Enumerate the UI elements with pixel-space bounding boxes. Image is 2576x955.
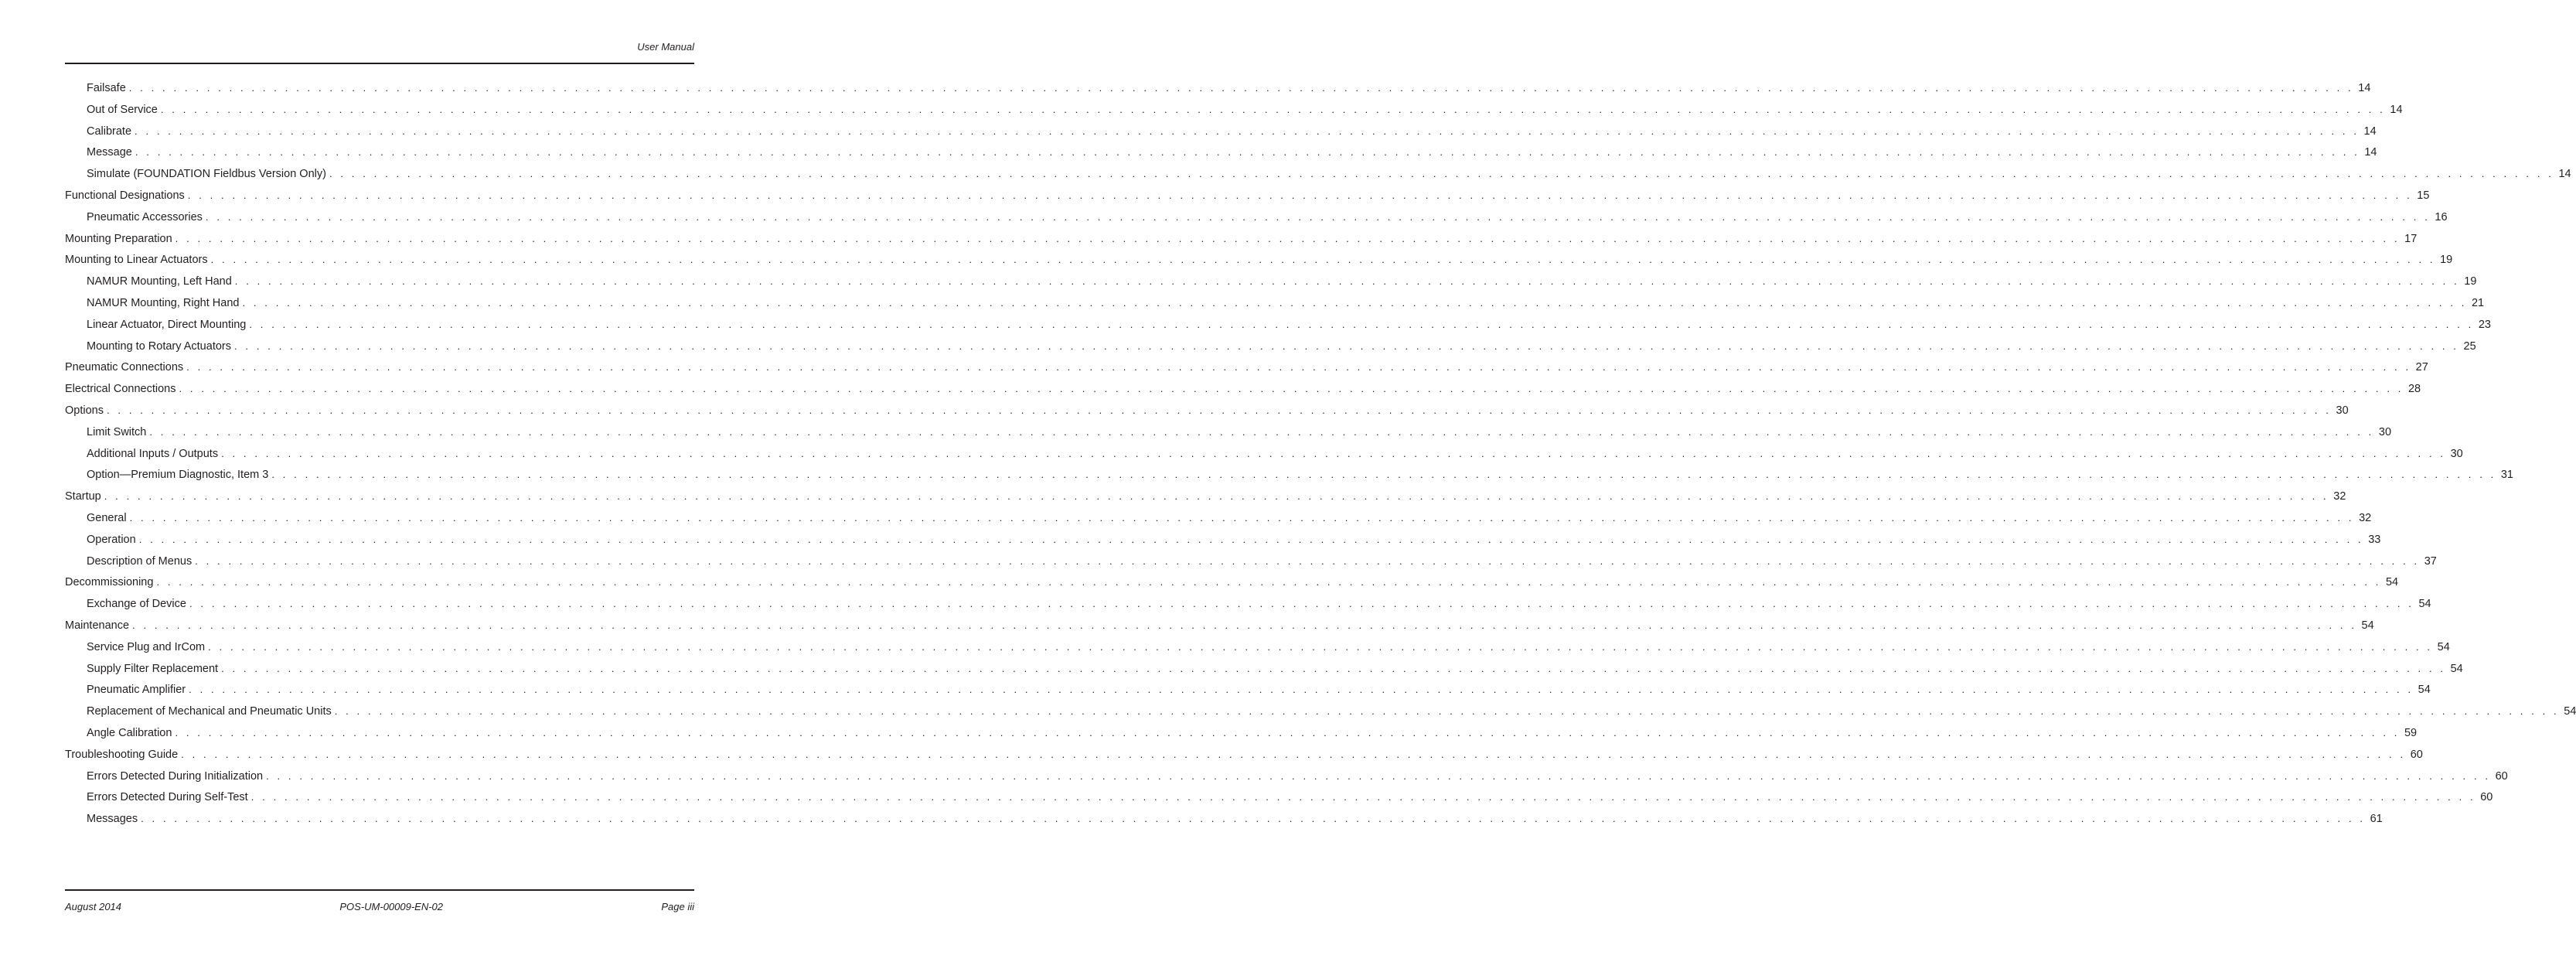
toc-dot-leader: . . . . . . . . . . . . . . . . . . . . . . . . . . . . . . . . . . . . . . . . . . . . . . . . . . . . . . . . . . . . . . . . . . . . . . . . . . . . . . . . . . . . . . . . . . . . . . . . . . . . . . . . . . . . . . . . . . . . . . . . . . . . . . . . . . . . . . . . . . . . . . . . . . . . . . . . . . . . . . . . . . . . . . . . . . . . . . . . . . . . . . . . . . . . . . . . . . . . . . . . xyxy=(179,383,2404,395)
toc-dot-leader: . . . . . . . . . . . . . . . . . . . . . . . . . . . . . . . . . . . . . . . . . . . . . . . . . . . . . . . . . . . . . . . . . . . . . . . . . . . . . . . . . . . . . . . . . . . . . . . . . . . . . . . . . . . . . . . . . . . . . . . . . . . . . . . . . . . . . . . . . . . . . . . . . . . . . . . . . . . . . . . . . . . . . . . . . . . . . . . . . . . . . . . . . . . . . . . . . . . . . . . . xyxy=(149,425,2374,438)
toc-dot-leader: . . . . . . . . . . . . . . . . . . . . . . . . . . . . . . . . . . . . . . . . . . . . . . . . . . . . . . . . . . . . . . . . . . . . . . . . . . . . . . . . . . . . . . . . . . . . . . . . . . . . . . . . . . . . . . . . . . . . . . . . . . . . . . . . . . . . . . . . . . . . . . . . . . . . . . . . . . . . . . . . . . . . . . . . . . . . . . . . . . . . . . . . . . . . . . . . . . . . . . . . xyxy=(234,339,2459,352)
toc-entry[interactable] xyxy=(65,704,2576,719)
toc-dot-leader: . . . . . . . . . . . . . . . . . . . . . . . . . . . . . . . . . . . . . . . . . . . . . . . . . . . . . . . . . . . . . . . . . . . . . . . . . . . . . . . . . . . . . . . . . . . . . . . . . . . . . . . . . . . . . . . . . . . . . . . . . . . . . . . . . . . . . . . . . . . . . . . . . . . . . . . . . . . . . . . . . . . . . . . . . . . . . . . . . . . . . . . . . . . . . . . . . . . . . . . . xyxy=(221,662,2446,674)
toc-page-number: 37 xyxy=(2424,554,2437,568)
toc-entry[interactable] xyxy=(65,403,2349,418)
toc-entry-title: General xyxy=(87,511,127,524)
toc-entry-title: Limit Switch xyxy=(87,425,147,438)
toc-entry[interactable] xyxy=(65,596,2431,612)
toc-dot-leader: . . . . . . . . . . . . . . . . . . . . . . . . . . . . . . . . . . . . . . . . . . . . . . . . . . . . . . . . . . . . . . . . . . . . . . . . . . . . . . . . . . . . . . . . . . . . . . . . . . . . . . . . . . . . . . . . . . . . . . . . . . . . . . . . . . . . . . . . . . . . . . . . . . . . . . . . . . . . . . . . . . . . . . . . . . . . . . . . . . . . . . . . . . . . . . . . . . . . . . . . xyxy=(128,82,2354,94)
toc-page-number: 60 xyxy=(2410,748,2423,761)
toc-entry-title: Functional Designations xyxy=(65,189,185,202)
toc-entry-title: Service Plug and IrCom xyxy=(87,640,206,653)
toc-page-number: 54 xyxy=(2437,640,2450,653)
toc-entry-title: Maintenance xyxy=(65,619,130,632)
toc-entry-title: Errors Detected During Initialization xyxy=(87,769,264,783)
toc-page-number: 14 xyxy=(2358,82,2371,94)
toc-dot-leader: . . . . . . . . . . . . . . . . . . . . . . . . . . . . . . . . . . . . . . . . . . . . . . . . . . . . . . . . . . . . . . . . . . . . . . . . . . . . . . . . . . . . . . . . . . . . . . . . . . . . . . . . . . . . . . . . . . . . . . . . . . . . . . . . . . . . . . . . . . . . . . . . . . . . . . . . . . . . . . . . . . . . . . . . . . . . . . . . . . . . . . . . . . . . . . . . . . . . . . . . xyxy=(141,813,2366,825)
toc-page-number: 16 xyxy=(2435,210,2448,223)
toc-entry[interactable] xyxy=(65,145,2377,160)
toc-dot-leader: . . . . . . . . . . . . . . . . . . . . . . . . . . . . . . . . . . . . . . . . . . . . . . . . . . . . . . . . . . . . . . . . . . . . . . . . . . . . . . . . . . . . . . . . . . . . . . . . . . . . . . . . . . . . . . . . . . . . . . . . . . . . . . . . . . . . . . . . . . . . . . . . . . . . . . . . . . . . . . . . . . . . . . . . . . . . . . . . . . . . . . . . . . . . . . . . . . . . . . . . xyxy=(221,447,2446,459)
toc-dot-leader: . . . . . . . . . . . . . . . . . . . . . . . . . . . . . . . . . . . . . . . . . . . . . . . . . . . . . . . . . . . . . . . . . . . . . . . . . . . . . . . . . . . . . . . . . . . . . . . . . . . . . . . . . . . . . . . . . . . . . . . . . . . . . . . . . . . . . . . . . . . . . . . . . . . . . . . . . . . . . . . . . . . . . . . . . . . . . . . . . . . . . . . . . . . . . . . . . . . . . . . . xyxy=(181,748,2406,760)
toc-entry[interactable] xyxy=(65,339,2476,354)
toc-page-number: 30 xyxy=(2450,447,2463,460)
footer-date: August 2014 xyxy=(65,901,122,912)
toc-page-number: 15 xyxy=(2417,189,2430,202)
toc-entry-title: Mounting Preparation xyxy=(65,232,172,245)
toc-entry-title: Errors Detected During Self-Test xyxy=(87,791,248,804)
toc-dot-leader: . . . . . . . . . . . . . . . . . . . . . . . . . . . . . . . . . . . . . . . . . . . . . . . . . . . . . . . . . . . . . . . . . . . . . . . . . . . . . . . . . . . . . . . . . . . . . . . . . . . . . . . . . . . . . . . . . . . . . . . . . . . . . . . . . . . . . . . . . . . . . . . . . . . . . . . . . . . . . . . . . . . . . . . . . . . . . . . . . . . . . . . . . . . . . . . . . . . . . . . . xyxy=(250,791,2476,803)
running-header-title: User Manual xyxy=(637,41,694,53)
toc-page-number: 14 xyxy=(2390,103,2403,116)
toc-dot-leader: . . . . . . . . . . . . . . . . . . . . . . . . . . . . . . . . . . . . . . . . . . . . . . . . . . . . . . . . . . . . . . . . . . . . . . . . . . . . . . . . . . . . . . . . . . . . . . . . . . . . . . . . . . . . . . . . . . . . . . . . . . . . . . . . . . . . . . . . . . . . . . . . . . . . . . . . . . . . . . . . . . . . . . . . . . . . . . . . . . . . . . . . . . . . . . . . . . . . . . . . xyxy=(271,469,2496,481)
toc-entry[interactable] xyxy=(65,532,2381,547)
toc-dot-leader: . . . . . . . . . . . . . . . . . . . . . . . . . . . . . . . . . . . . . . . . . . . . . . . . . . . . . . . . . . . . . . . . . . . . . . . . . . . . . . . . . . . . . . . . . . . . . . . . . . . . . . . . . . . . . . . . . . . . . . . . . . . . . . . . . . . . . . . . . . . . . . . . . . . . . . . . . . . . . . . . . . . . . . . . . . . . . . . . . . . . . . . . . . . . . . . . . . . . . . . . xyxy=(266,769,2491,782)
toc-entry[interactable] xyxy=(65,640,2450,655)
toc-page-number: 33 xyxy=(2368,533,2381,546)
toc-page-number: 25 xyxy=(2463,339,2476,353)
toc-entry[interactable] xyxy=(65,747,2423,762)
toc-dot-leader: . . . . . . . . . . . . . . . . . . . . . . . . . . . . . . . . . . . . . . . . . . . . . . . . . . . . . . . . . . . . . . . . . . . . . . . . . . . . . . . . . . . . . . . . . . . . . . . . . . . . . . . . . . . . . . . . . . . . . . . . . . . . . . . . . . . . . . . . . . . . . . . . . . . . . . . . . . . . . . . . . . . . . . . . . . . . . . . . . . . . . . . . . . . . . . . . . . . . . . . . xyxy=(135,146,2360,159)
toc-entry-title: Messages xyxy=(87,813,138,826)
toc-entry-title: Angle Calibration xyxy=(87,726,172,739)
toc-dot-leader: . . . . . . . . . . . . . . . . . . . . . . . . . . . . . . . . . . . . . . . . . . . . . . . . . . . . . . . . . . . . . . . . . . . . . . . . . . . . . . . . . . . . . . . . . . . . . . . . . . . . . . . . . . . . . . . . . . . . . . . . . . . . . . . . . . . . . . . . . . . . . . . . . . . . . . . . . . . . . . . . . . . . . . . . . . . . . . . . . . . . . . . . . . . . . . . . . . . . . . . . xyxy=(205,210,2431,223)
toc-entry[interactable] xyxy=(65,725,2418,741)
toc-dot-leader: . . . . . . . . . . . . . . . . . . . . . . . . . . . . . . . . . . . . . . . . . . . . . . . . . . . . . . . . . . . . . . . . . . . . . . . . . . . . . . . . . . . . . . . . . . . . . . . . . . . . . . . . . . . . . . . . . . . . . . . . . . . . . . . . . . . . . . . . . . . . . . . . . . . . . . . . . . . . . . . . . . . . . . . . . . . . . . . . . . . . . . . . . . . . . . . . . . . . . . . . xyxy=(160,103,2386,115)
toc-entry[interactable] xyxy=(65,575,2399,590)
toc-entry-title: Pneumatic Connections xyxy=(65,361,184,374)
toc-entry[interactable] xyxy=(65,231,2418,247)
toc-page-number: 30 xyxy=(2378,425,2392,438)
toc-dot-leader: . . . . . . . . . . . . . . . . . . . . . . . . . . . . . . . . . . . . . . . . . . . . . . . . . . . . . . . . . . . . . . . . . . . . . . . . . . . . . . . . . . . . . . . . . . . . . . . . . . . . . . . . . . . . . . . . . . . . . . . . . . . . . . . . . . . . . . . . . . . . . . . . . . . . . . . . . . . . . . . . . . . . . . . . . . . . . . . . . . . . . . . . . . . . . . . . . . . . . . . . xyxy=(329,168,2554,180)
toc-page-number: 32 xyxy=(2333,490,2346,503)
toc-entry[interactable] xyxy=(65,682,2431,697)
toc-dot-leader: . . . . . . . . . . . . . . . . . . . . . . . . . . . . . . . . . . . . . . . . . . . . . . . . . . . . . . . . . . . . . . . . . . . . . . . . . . . . . . . . . . . . . . . . . . . . . . . . . . . . . . . . . . . . . . . . . . . . . . . . . . . . . . . . . . . . . . . . . . . . . . . . . . . . . . . . . . . . . . . . . . . . . . . . . . . . . . . . . . . . . . . . . . . . . . . . . . . . . . . . xyxy=(187,189,2413,201)
toc-entry-title: Calibrate xyxy=(87,124,132,138)
toc-entry[interactable] xyxy=(65,360,2428,375)
toc-entry[interactable] xyxy=(65,252,2453,268)
toc-page-number: 31 xyxy=(2500,469,2513,482)
toc-entry-title: Pneumatic Accessories xyxy=(87,210,203,223)
toc-page-number: 14 xyxy=(2558,168,2571,181)
header-rule xyxy=(65,63,694,64)
toc-dot-leader: . . . . . . . . . . . . . . . . . . . . . . . . . . . . . . . . . . . . . . . . . . . . . . . . . . . . . . . . . . . . . . . . . . . . . . . . . . . . . . . . . . . . . . . . . . . . . . . . . . . . . . . . . . . . . . . . . . . . . . . . . . . . . . . . . . . . . . . . . . . . . . . . . . . . . . . . . . . . . . . . . . . . . . . . . . . . . . . . . . . . . . . . . . . . . . . . . . . . . . . . xyxy=(175,232,2401,244)
toc-dot-leader: . . . . . . . . . . . . . . . . . . . . . . . . . . . . . . . . . . . . . . . . . . . . . . . . . . . . . . . . . . . . . . . . . . . . . . . . . . . . . . . . . . . . . . . . . . . . . . . . . . . . . . . . . . . . . . . . . . . . . . . . . . . . . . . . . . . . . . . . . . . . . . . . . . . . . . . . . . . . . . . . . . . . . . . . . . . . . . . . . . . . . . . . . . . . . . . . . . . . . . . . xyxy=(129,511,2355,524)
toc-page-number: 54 xyxy=(2450,662,2463,675)
table-of-contents xyxy=(65,80,2576,833)
toc-dot-leader: . . . . . . . . . . . . . . . . . . . . . . . . . . . . . . . . . . . . . . . . . . . . . . . . . . . . . . . . . . . . . . . . . . . . . . . . . . . . . . . . . . . . . . . . . . . . . . . . . . . . . . . . . . . . . . . . . . . . . . . . . . . . . . . . . . . . . . . . . . . . . . . . . . . . . . . . . . . . . . . . . . . . . . . . . . . . . . . . . . . . . . . . . . . . . . . . . . . . . . . . xyxy=(135,124,2360,137)
toc-entry-title: Mounting to Rotary Actuators xyxy=(87,339,231,353)
toc-dot-leader: . . . . . . . . . . . . . . . . . . . . . . . . . . . . . . . . . . . . . . . . . . . . . . . . . . . . . . . . . . . . . . . . . . . . . . . . . . . . . . . . . . . . . . . . . . . . . . . . . . . . . . . . . . . . . . . . . . . . . . . . . . . . . . . . . . . . . . . . . . . . . . . . . . . . . . . . . . . . . . . . . . . . . . . . . . . . . . . . . . . . . . . . . . . . . . . . . . . . . . . . xyxy=(242,296,2467,309)
footer-rule xyxy=(65,889,694,891)
toc-entry-title: Options xyxy=(65,404,104,417)
toc-dot-leader: . . . . . . . . . . . . . . . . . . . . . . . . . . . . . . . . . . . . . . . . . . . . . . . . . . . . . . . . . . . . . . . . . . . . . . . . . . . . . . . . . . . . . . . . . . . . . . . . . . . . . . . . . . . . . . . . . . . . . . . . . . . . . . . . . . . . . . . . . . . . . . . . . . . . . . . . . . . . . . . . . . . . . . . . . . . . . . . . . . . . . . . . . . . . . . . . . . . . . . . . xyxy=(208,640,2433,653)
toc-entry[interactable] xyxy=(65,210,2448,225)
toc-entry-title: Operation xyxy=(87,533,136,546)
toc-entry-title: Option—Premium Diagnostic, Item 3 xyxy=(87,469,269,482)
toc-entry-title: Replacement of Mechanical and Pneumatic Units xyxy=(87,705,332,718)
toc-dot-leader: . . . . . . . . . . . . . . . . . . . . . . . . . . . . . . . . . . . . . . . . . . . . . . . . . . . . . . . . . . . . . . . . . . . . . . . . . . . . . . . . . . . . . . . . . . . . . . . . . . . . . . . . . . . . . . . . . . . . . . . . . . . . . . . . . . . . . . . . . . . . . . . . . . . . . . . . . . . . . . . . . . . . . . . . . . . . . . . . . . . . . . . . . . . . . . . . . . . . . . . . xyxy=(186,361,2411,373)
toc-entry-title: Decommissioning xyxy=(65,576,154,589)
toc-entry-title: Mounting to Linear Actuators xyxy=(65,254,208,267)
toc-page-number: 60 xyxy=(2495,769,2508,783)
toc-entry-title: Additional Inputs / Outputs xyxy=(87,447,219,460)
toc-page-number: 19 xyxy=(2464,275,2477,288)
toc-entry[interactable] xyxy=(65,618,2374,633)
toc-entry-title: Pneumatic Amplifier xyxy=(87,684,186,697)
toc-dot-leader: . . . . . . . . . . . . . . . . . . . . . . . . . . . . . . . . . . . . . . . . . . . . . . . . . . . . . . . . . . . . . . . . . . . . . . . . . . . . . . . . . . . . . . . . . . . . . . . . . . . . . . . . . . . . . . . . . . . . . . . . . . . . . . . . . . . . . . . . . . . . . . . . . . . . . . . . . . . . . . . . . . . . . . . . . . . . . . . . . . . . . . . . . . . . . . . . . . . . . . . . xyxy=(189,684,2414,696)
toc-page-number: 59 xyxy=(2404,726,2418,739)
toc-entry-title: Electrical Connections xyxy=(65,383,176,396)
toc-entry[interactable] xyxy=(65,554,2437,569)
toc-entry-title: Startup xyxy=(65,490,101,503)
toc-entry[interactable] xyxy=(65,489,2346,504)
footer-page-number: Page iii xyxy=(661,901,694,912)
toc-entry[interactable] xyxy=(65,80,2371,96)
toc-page-number: 17 xyxy=(2404,232,2418,245)
toc-entry[interactable] xyxy=(65,790,2493,805)
toc-dot-leader: . . . . . . . . . . . . . . . . . . . . . . . . . . . . . . . . . . . . . . . . . . . . . . . . . . . . . . . . . . . . . . . . . . . . . . . . . . . . . . . . . . . . . . . . . . . . . . . . . . . . . . . . . . . . . . . . . . . . . . . . . . . . . . . . . . . . . . . . . . . . . . . . . . . . . . . . . . . . . . . . . . . . . . . . . . . . . . . . . . . . . . . . . . . . . . . . . . . . . . . . xyxy=(156,576,2381,588)
toc-page-number: 32 xyxy=(2359,511,2372,524)
toc-dot-leader: . . . . . . . . . . . . . . . . . . . . . . . . . . . . . . . . . . . . . . . . . . . . . . . . . . . . . . . . . . . . . . . . . . . . . . . . . . . . . . . . . . . . . . . . . . . . . . . . . . . . . . . . . . . . . . . . . . . . . . . . . . . . . . . . . . . . . . . . . . . . . . . . . . . . . . . . . . . . . . . . . . . . . . . . . . . . . . . . . . . . . . . . . . . . . . . . . . . . . . . . xyxy=(249,318,2474,330)
toc-entry-title: Message xyxy=(87,146,132,159)
toc-page-number: 54 xyxy=(2418,598,2431,611)
toc-entry-title: Supply Filter Replacement xyxy=(87,662,219,675)
toc-dot-leader: . . . . . . . . . . . . . . . . . . . . . . . . . . . . . . . . . . . . . . . . . . . . . . . . . . . . . . . . . . . . . . . . . . . . . . . . . . . . . . . . . . . . . . . . . . . . . . . . . . . . . . . . . . . . . . . . . . . . . . . . . . . . . . . . . . . . . . . . . . . . . . . . . . . . . . . . . . . . . . . . . . . . . . . . . . . . . . . . . . . . . . . . . . . . . . . . . . . . . . . . xyxy=(132,619,2357,631)
toc-entry[interactable] xyxy=(65,467,2513,483)
footer-doc-number: POS-UM-00009-EN-02 xyxy=(339,901,444,912)
toc-entry[interactable] xyxy=(65,102,2403,118)
toc-dot-leader: . . . . . . . . . . . . . . . . . . . . . . . . . . . . . . . . . . . . . . . . . . . . . . . . . . . . . . . . . . . . . . . . . . . . . . . . . . . . . . . . . . . . . . . . . . . . . . . . . . . . . . . . . . . . . . . . . . . . . . . . . . . . . . . . . . . . . . . . . . . . . . . . . . . . . . . . . . . . . . . . . . . . . . . . . . . . . . . . . . . . . . . . . . . . . . . . . . . . . . . . xyxy=(334,705,2560,718)
toc-dot-leader: . . . . . . . . . . . . . . . . . . . . . . . . . . . . . . . . . . . . . . . . . . . . . . . . . . . . . . . . . . . . . . . . . . . . . . . . . . . . . . . . . . . . . . . . . . . . . . . . . . . . . . . . . . . . . . . . . . . . . . . . . . . . . . . . . . . . . . . . . . . . . . . . . . . . . . . . . . . . . . . . . . . . . . . . . . . . . . . . . . . . . . . . . . . . . . . . . . . . . . . . xyxy=(195,554,2420,567)
toc-dot-leader: . . . . . . . . . . . . . . . . . . . . . . . . . . . . . . . . . . . . . . . . . . . . . . . . . . . . . . . . . . . . . . . . . . . . . . . . . . . . . . . . . . . . . . . . . . . . . . . . . . . . . . . . . . . . . . . . . . . . . . . . . . . . . . . . . . . . . . . . . . . . . . . . . . . . . . . . . . . . . . . . . . . . . . . . . . . . . . . . . . . . . . . . . . . . . . . . . . . . . . . . xyxy=(234,275,2460,288)
toc-entry[interactable] xyxy=(65,510,2372,526)
toc-entry-title: Exchange of Device xyxy=(87,598,186,611)
toc-page-number: 19 xyxy=(2440,254,2453,267)
toc-dot-leader: . . . . . . . . . . . . . . . . . . . . . . . . . . . . . . . . . . . . . . . . . . . . . . . . . . . . . . . . . . . . . . . . . . . . . . . . . . . . . . . . . . . . . . . . . . . . . . . . . . . . . . . . . . . . . . . . . . . . . . . . . . . . . . . . . . . . . . . . . . . . . . . . . . . . . . . . . . . . . . . . . . . . . . . . . . . . . . . . . . . . . . . . . . . . . . . . . . . . . . . . xyxy=(189,598,2414,610)
toc-entry[interactable] xyxy=(65,274,2477,289)
toc-page-number: 54 xyxy=(2385,576,2399,589)
toc-dot-leader: . . . . . . . . . . . . . . . . . . . . . . . . . . . . . . . . . . . . . . . . . . . . . . . . . . . . . . . . . . . . . . . . . . . . . . . . . . . . . . . . . . . . . . . . . . . . . . . . . . . . . . . . . . . . . . . . . . . . . . . . . . . . . . . . . . . . . . . . . . . . . . . . . . . . . . . . . . . . . . . . . . . . . . . . . . . . . . . . . . . . . . . . . . . . . . . . . . . . . . . . xyxy=(175,726,2400,738)
toc-dot-leader: . . . . . . . . . . . . . . . . . . . . . . . . . . . . . . . . . . . . . . . . . . . . . . . . . . . . . . . . . . . . . . . . . . . . . . . . . . . . . . . . . . . . . . . . . . . . . . . . . . . . . . . . . . . . . . . . . . . . . . . . . . . . . . . . . . . . . . . . . . . . . . . . . . . . . . . . . . . . . . . . . . . . . . . . . . . . . . . . . . . . . . . . . . . . . . . . . . . . . . . . xyxy=(138,533,2364,545)
toc-page-number: 30 xyxy=(2336,404,2349,417)
toc-page-number: 23 xyxy=(2478,318,2491,331)
toc-page-number: 14 xyxy=(2364,146,2377,159)
toc-page-number: 14 xyxy=(2363,124,2377,138)
toc-entry[interactable] xyxy=(65,446,2463,462)
toc-page-number: 54 xyxy=(2564,705,2576,718)
toc-entry[interactable] xyxy=(65,425,2392,440)
toc-entry[interactable] xyxy=(65,124,2377,139)
toc-dot-leader: . . . . . . . . . . . . . . . . . . . . . . . . . . . . . . . . . . . . . . . . . . . . . . . . . . . . . . . . . . . . . . . . . . . . . . . . . . . . . . . . . . . . . . . . . . . . . . . . . . . . . . . . . . . . . . . . . . . . . . . . . . . . . . . . . . . . . . . . . . . . . . . . . . . . . . . . . . . . . . . . . . . . . . . . . . . . . . . . . . . . . . . . . . . . . . . . . . . . . . . . xyxy=(104,490,2329,503)
toc-entry[interactable] xyxy=(65,317,2491,333)
toc-page-number: 60 xyxy=(2480,791,2493,804)
toc-entry[interactable] xyxy=(65,811,2383,827)
toc-page-number: 61 xyxy=(2370,813,2383,826)
toc-entry-title: Failsafe xyxy=(87,82,126,94)
toc-entry-title: Description of Menus xyxy=(87,554,193,568)
page-footer xyxy=(65,901,694,912)
toc-entry[interactable] xyxy=(65,295,2485,311)
toc-dot-leader: . . . . . . . . . . . . . . . . . . . . . . . . . . . . . . . . . . . . . . . . . . . . . . . . . . . . . . . . . . . . . . . . . . . . . . . . . . . . . . . . . . . . . . . . . . . . . . . . . . . . . . . . . . . . . . . . . . . . . . . . . . . . . . . . . . . . . . . . . . . . . . . . . . . . . . . . . . . . . . . . . . . . . . . . . . . . . . . . . . . . . . . . . . . . . . . . . . . . . . . . xyxy=(210,254,2436,266)
toc-entry-title: Linear Actuator, Direct Mounting xyxy=(87,318,247,331)
toc-page-number: 54 xyxy=(2418,684,2431,697)
toc-entry-title: Troubleshooting Guide xyxy=(65,748,179,761)
toc-entry-title: NAMUR Mounting, Left Hand xyxy=(87,275,232,288)
toc-entry-title: Out of Service xyxy=(87,103,158,116)
toc-page-number: 27 xyxy=(2415,361,2428,374)
toc-page-number: 21 xyxy=(2471,296,2485,309)
toc-entry[interactable] xyxy=(65,188,2430,203)
toc-entry[interactable] xyxy=(65,166,2571,182)
toc-entry[interactable] xyxy=(65,661,2463,677)
toc-page-number: 54 xyxy=(2361,619,2374,632)
toc-entry-title: NAMUR Mounting, Right Hand xyxy=(87,296,240,309)
toc-page-number: 28 xyxy=(2407,383,2421,396)
toc-dot-leader: . . . . . . . . . . . . . . . . . . . . . . . . . . . . . . . . . . . . . . . . . . . . . . . . . . . . . . . . . . . . . . . . . . . . . . . . . . . . . . . . . . . . . . . . . . . . . . . . . . . . . . . . . . . . . . . . . . . . . . . . . . . . . . . . . . . . . . . . . . . . . . . . . . . . . . . . . . . . . . . . . . . . . . . . . . . . . . . . . . . . . . . . . . . . . . . . . . . . . . . . xyxy=(106,404,2332,416)
toc-entry[interactable] xyxy=(65,769,2508,784)
toc-entry[interactable] xyxy=(65,381,2421,397)
toc-entry-title: Simulate (FOUNDATION Fieldbus Version Only) xyxy=(87,168,326,181)
